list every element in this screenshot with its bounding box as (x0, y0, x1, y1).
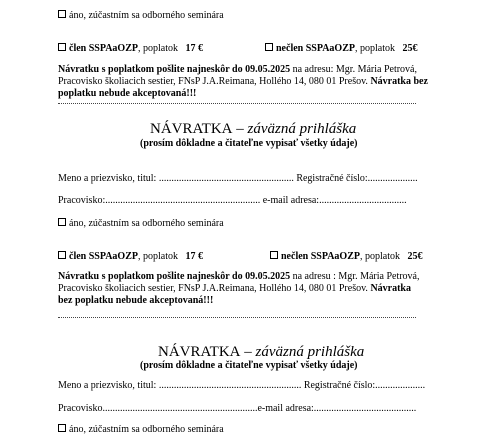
nonmember-amount: 25€ (407, 251, 423, 262)
return-warning: Návratka bez poplatku nebude akceptovaná!!! (58, 76, 428, 99)
member-fee-text: , poplatok (137, 43, 178, 54)
member-label: člen SSPAaOZP (69, 251, 138, 262)
nonmember-label: nečlen SSPAaOZP (276, 43, 355, 54)
title-italic: – záväzná prihláška (232, 121, 357, 137)
title-italic: – záväzná prihláška (240, 344, 365, 360)
form-title (158, 343, 364, 361)
name-registration-field[interactable]: Meno a priezvisko, titul: ...................................................... Registračné číslo:.................... (58, 173, 418, 184)
attend-checkbox-row (58, 424, 224, 436)
return-address: na adresu : Mgr. Mária Petrová, Pracovisko školiacich sestier, FNsP J.A.Reimana, Hollého 14, 080 01 Prešov. (58, 271, 420, 294)
title-regular: NÁVRATKA (150, 121, 233, 137)
attend-label: áno, zúčastním sa odborného seminára (69, 218, 224, 229)
member-label: člen SSPAaOZP (69, 43, 138, 54)
member-amount: 17 € (185, 251, 203, 262)
return-address: na adresu: Mgr. Mária Petrová, Pracovisko školiacich sestier, FNsP J.A.Reimana, Hollého 14, 080 01 Prešov. (58, 64, 417, 87)
attend-checkbox-row (58, 10, 224, 22)
member-checkbox[interactable] (58, 251, 66, 259)
attend-checkbox[interactable] (58, 218, 66, 226)
form-subtitle: (prosím dôkladne a čitateľne vypisať všetky údaje) (140, 138, 358, 149)
nonmember-label: nečlen SSPAaOZP (281, 251, 360, 262)
attend-checkbox[interactable] (58, 10, 66, 18)
nonmember-checkbox[interactable] (270, 251, 278, 259)
cut-line (58, 317, 416, 318)
attend-label: áno, zúčastním sa odborného seminára (69, 10, 224, 21)
cut-line (58, 103, 416, 104)
member-fee-text: , poplatok (137, 251, 178, 262)
nonmember-fee-text: , poplatok (354, 43, 395, 54)
workplace-email-field[interactable]: Pracovisko..............................................................e-mail adresa:......................................... (58, 403, 417, 414)
name-registration-field[interactable]: Meno a priezvisko, titul: ......................................................... Registračné číslo:.................... (58, 380, 426, 391)
return-warning: Návratka bez poplatku nebude akceptovaná!!! (58, 283, 411, 306)
member-fee-row (58, 43, 203, 55)
nonmember-fee-row (270, 251, 422, 263)
nonmember-checkbox[interactable] (265, 43, 273, 51)
member-fee-row (58, 251, 203, 263)
member-amount: 17 € (185, 43, 203, 54)
workplace-email-field[interactable]: Pracovisko:.............................................................. e-mail adresa:................................... (58, 195, 407, 206)
return-instructions (58, 64, 428, 100)
attend-label: áno, zúčastním sa odborného seminára (69, 424, 224, 435)
attend-checkbox-row (58, 218, 224, 230)
title-regular: NÁVRATKA (158, 344, 241, 360)
return-instructions (58, 271, 423, 307)
nonmember-fee-row (265, 43, 417, 55)
return-deadline: Návratku s poplatkom pošlite najneskôr do 09.05.2025 (58, 271, 291, 282)
attend-checkbox[interactable] (58, 424, 66, 432)
return-deadline: Návratku s poplatkom pošlite najneskôr do 09.05.2025 (58, 64, 291, 75)
member-checkbox[interactable] (58, 43, 66, 51)
form-title (150, 120, 356, 138)
nonmember-amount: 25€ (402, 43, 418, 54)
nonmember-fee-text: , poplatok (359, 251, 400, 262)
form-subtitle: (prosím dôkladne a čitateľne vypisať všetky údaje) (140, 360, 358, 371)
